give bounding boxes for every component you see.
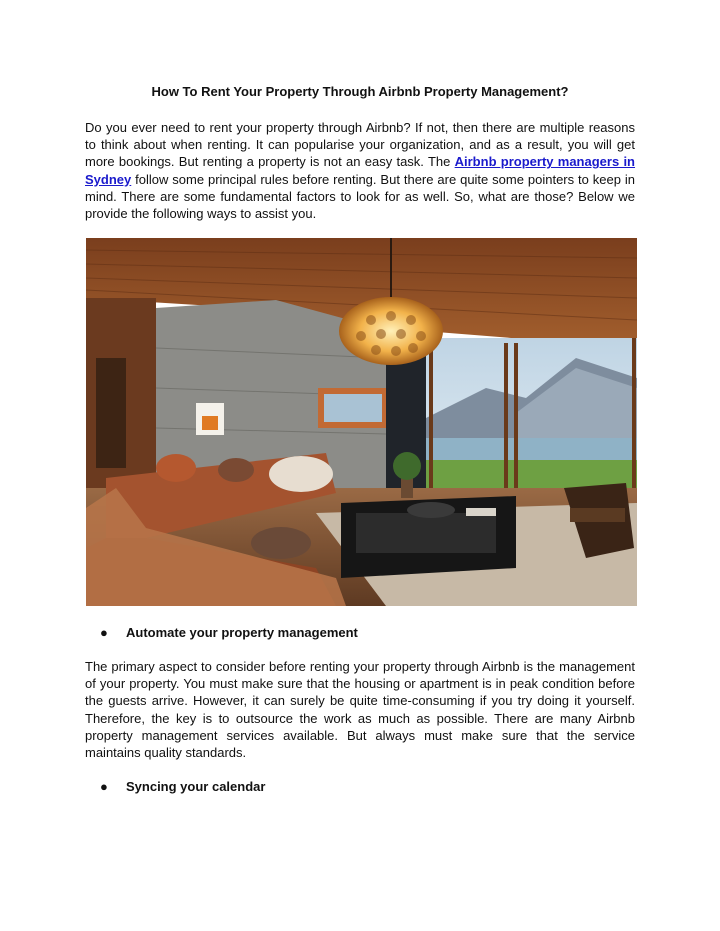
bullet-automate-management [100,625,358,640]
living-room-photo [86,238,637,606]
bullet-symbol: ● [100,625,108,640]
section-heading: Automate your property management [126,625,358,640]
document-title: How To Rent Your Property Through Airbnb Property Management? [151,84,569,99]
section-heading: Syncing your calendar [126,779,266,794]
bullet-syncing-calendar [100,779,265,794]
airbnb-managers-sydney-link[interactable]: Airbnb property managers in Sydney [85,154,636,187]
intro-text-before-link: Do you ever need to rent your property through Airbnb? If not, then there are multiple reasons to think about when renting. It can popularise your organization, and as a result, you will get more bookings. But renting a property is not an easy task. The [85,120,635,170]
section1-paragraph: The primary aspect to consider before renting your property through Airbnb is the management of your property. You must make sure that the housing or apartment is in peak condition before the guests arrive. However, it can surely be quite time-consuming if you try doing it yourself. Therefore, the key is to outsource the work as much as possible. There are many Airbnb property management services available. But always must make sure that the service maintains quality standards. [85,659,635,761]
intro-text-after-link: follow some principal rules before renting. But there are quite some pointers to keep in mind. There are some fundamental factors to look for as well. So, what are those? Below we provide the following ways to assist you. [85,171,635,222]
intro-paragraph [85,119,635,222]
bullet-symbol: ● [100,779,108,794]
